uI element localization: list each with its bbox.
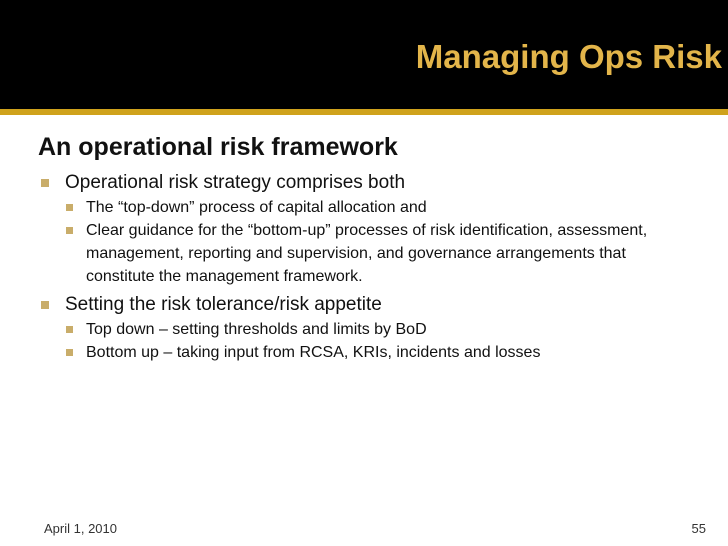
square-bullet-icon [66,326,73,333]
bullet-group-strategy [38,170,718,288]
square-bullet-icon [41,179,49,187]
sub-bullet-item [38,318,718,341]
slide-title: Managing Ops Risk [415,38,722,75]
square-bullet-icon [66,204,73,211]
title-bar [0,0,728,109]
sub-bullet-text: Top down – setting thresholds and limits by BoD [86,321,427,338]
square-bullet-icon [66,227,73,234]
bullet-item [38,170,718,196]
slide-content [38,130,718,368]
square-bullet-icon [41,301,49,309]
sub-bullet-item [38,196,718,219]
sub-bullet-item [38,341,718,364]
bullet-group-appetite [38,292,718,364]
square-bullet-icon [66,349,73,356]
bullet-text: Operational risk strategy comprises both [65,172,406,193]
sub-bullet-text: Clear guidance for the “bottom-up” processes of risk identification, assessment, management, reporting and supervision, and governance arrangements that constitute the management framework. [86,222,648,285]
sub-bullet-item [38,219,718,288]
sub-bullet-text: The “top-down” process of capital allocation and [86,199,427,216]
bullet-text: Setting the risk tolerance/risk appetite [65,294,382,315]
footer-date: April 1, 2010 [44,521,117,536]
content-heading: An operational risk framework [38,133,398,161]
page-number: 55 [691,521,706,536]
sub-bullet-text: Bottom up – taking input from RCSA, KRIs, incidents and losses [86,344,541,361]
title-divider [0,109,728,115]
bullet-item [38,292,718,318]
